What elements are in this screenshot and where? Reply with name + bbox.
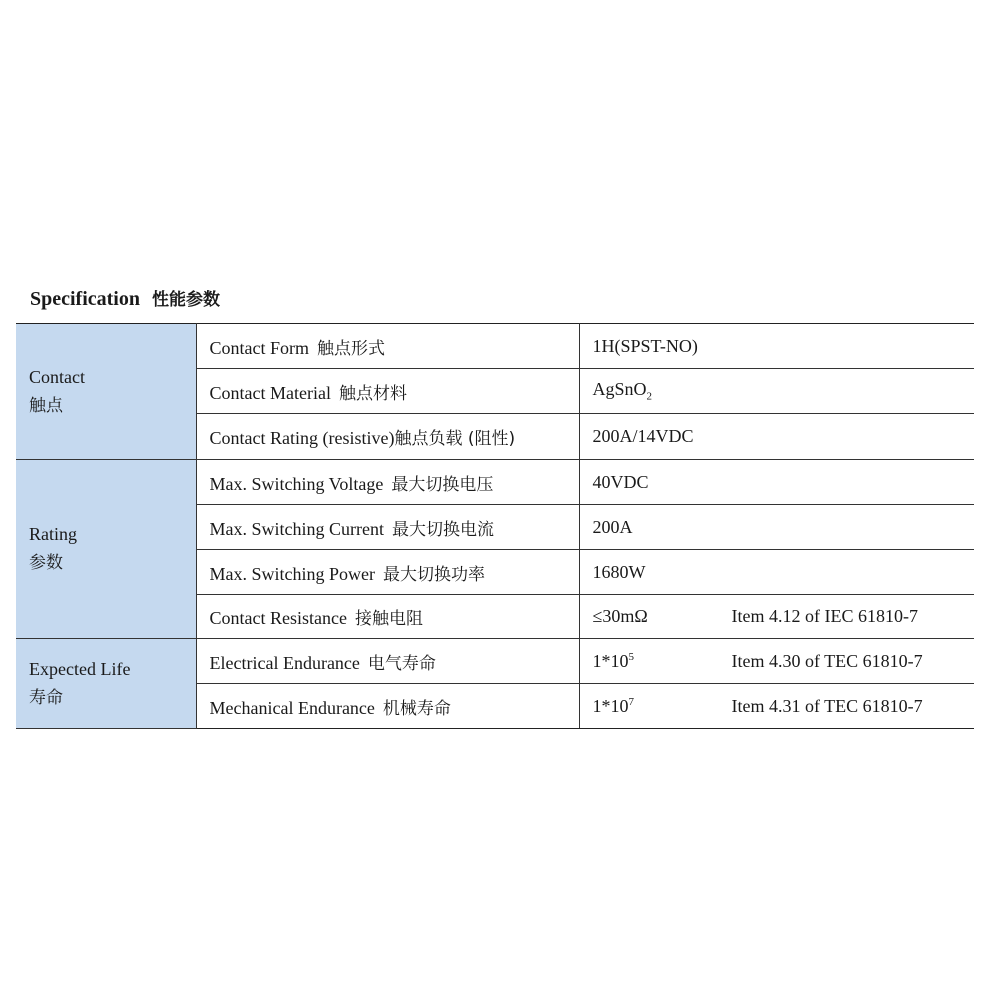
- standard-reference: Item 4.31 of TEC 61810-7: [731, 695, 923, 716]
- group-cell-expected-life: [16, 639, 196, 729]
- group-label-en: Rating: [29, 524, 77, 544]
- standard-reference: Item 4.12 of IEC 61810-7: [731, 606, 918, 626]
- value-text: [593, 651, 732, 672]
- spec-table: [16, 323, 974, 729]
- value-text: [593, 696, 732, 717]
- param-cell: [196, 414, 579, 460]
- table-row: [16, 639, 974, 684]
- param-en: Max. Switching Current: [209, 518, 384, 539]
- value-base: AgSnO: [592, 379, 647, 400]
- value-text: 1680W: [592, 561, 646, 582]
- value-cell: [579, 595, 974, 639]
- value-text: 40VDC: [592, 471, 649, 492]
- param-cn: 触点负载 (阻性): [394, 429, 516, 449]
- param-cell: [196, 550, 579, 595]
- param-cell: [196, 505, 579, 550]
- group-label-cn: 触点: [29, 395, 63, 416]
- group-cell-contact: [16, 324, 196, 460]
- group-cell-rating: [16, 460, 196, 639]
- group-label-en: Expected Life: [29, 658, 131, 679]
- value-cell: [579, 684, 974, 729]
- param-en: Mechanical Endurance: [209, 697, 375, 718]
- value-text: 200A: [592, 516, 633, 537]
- param-cn: 触点材料: [338, 383, 407, 404]
- param-en: Max. Switching Power: [209, 563, 375, 584]
- param-cell: [196, 369, 579, 414]
- param-en: Contact Form: [209, 337, 309, 358]
- value-cell: [579, 550, 974, 595]
- group-label-cn: 参数: [29, 553, 63, 573]
- value-cell: [579, 639, 974, 684]
- param-cn: 触点形式: [317, 338, 385, 359]
- param-cell: [196, 460, 579, 505]
- table-row: [16, 460, 974, 505]
- param-cell: [196, 639, 579, 684]
- page-title: [30, 285, 220, 311]
- param-en: Contact Material: [209, 382, 331, 403]
- value-text: 200A/14VDC: [592, 426, 694, 446]
- param-en: Contact Rating (resistive): [209, 428, 395, 448]
- param-en: Contact Resistance: [209, 608, 347, 628]
- standard-reference: Item 4.30 of TEC 61810-7: [731, 650, 923, 671]
- group-label-en: Contact: [29, 366, 85, 387]
- param-cn: 最大切换电压: [391, 474, 494, 495]
- title-cn: 性能参数: [152, 290, 220, 310]
- value-exponent: 5: [628, 650, 634, 663]
- param-cn: 最大切换电流: [391, 519, 494, 540]
- param-cn: 接触电阻: [354, 609, 423, 629]
- value-cell: [579, 505, 974, 550]
- value-text: 1H(SPST-NO): [592, 335, 698, 356]
- value-text: [593, 379, 732, 403]
- value-base: 1*10: [592, 650, 629, 671]
- value-base: 1*10: [592, 695, 629, 716]
- value-subscript: 2: [646, 390, 653, 403]
- table-row: [16, 324, 974, 369]
- value-cell: [579, 369, 974, 414]
- value-exponent: 7: [628, 695, 634, 708]
- param-cn: 电气寿命: [367, 653, 436, 674]
- value-text: ≤30mΩ: [592, 606, 648, 626]
- param-en: Electrical Endurance: [209, 652, 360, 673]
- value-cell: [579, 460, 974, 505]
- title-en: Specification: [30, 288, 140, 310]
- group-label-cn: 寿命: [29, 687, 63, 708]
- value-cell: [579, 414, 974, 460]
- param-cell: [196, 684, 579, 729]
- param-cn: 最大切换功率: [383, 564, 485, 585]
- param-cell: [196, 324, 579, 369]
- value-cell: [579, 324, 974, 369]
- param-cell: [196, 595, 579, 639]
- param-cn: 机械寿命: [382, 698, 451, 719]
- param-en: Max. Switching Voltage: [209, 473, 384, 494]
